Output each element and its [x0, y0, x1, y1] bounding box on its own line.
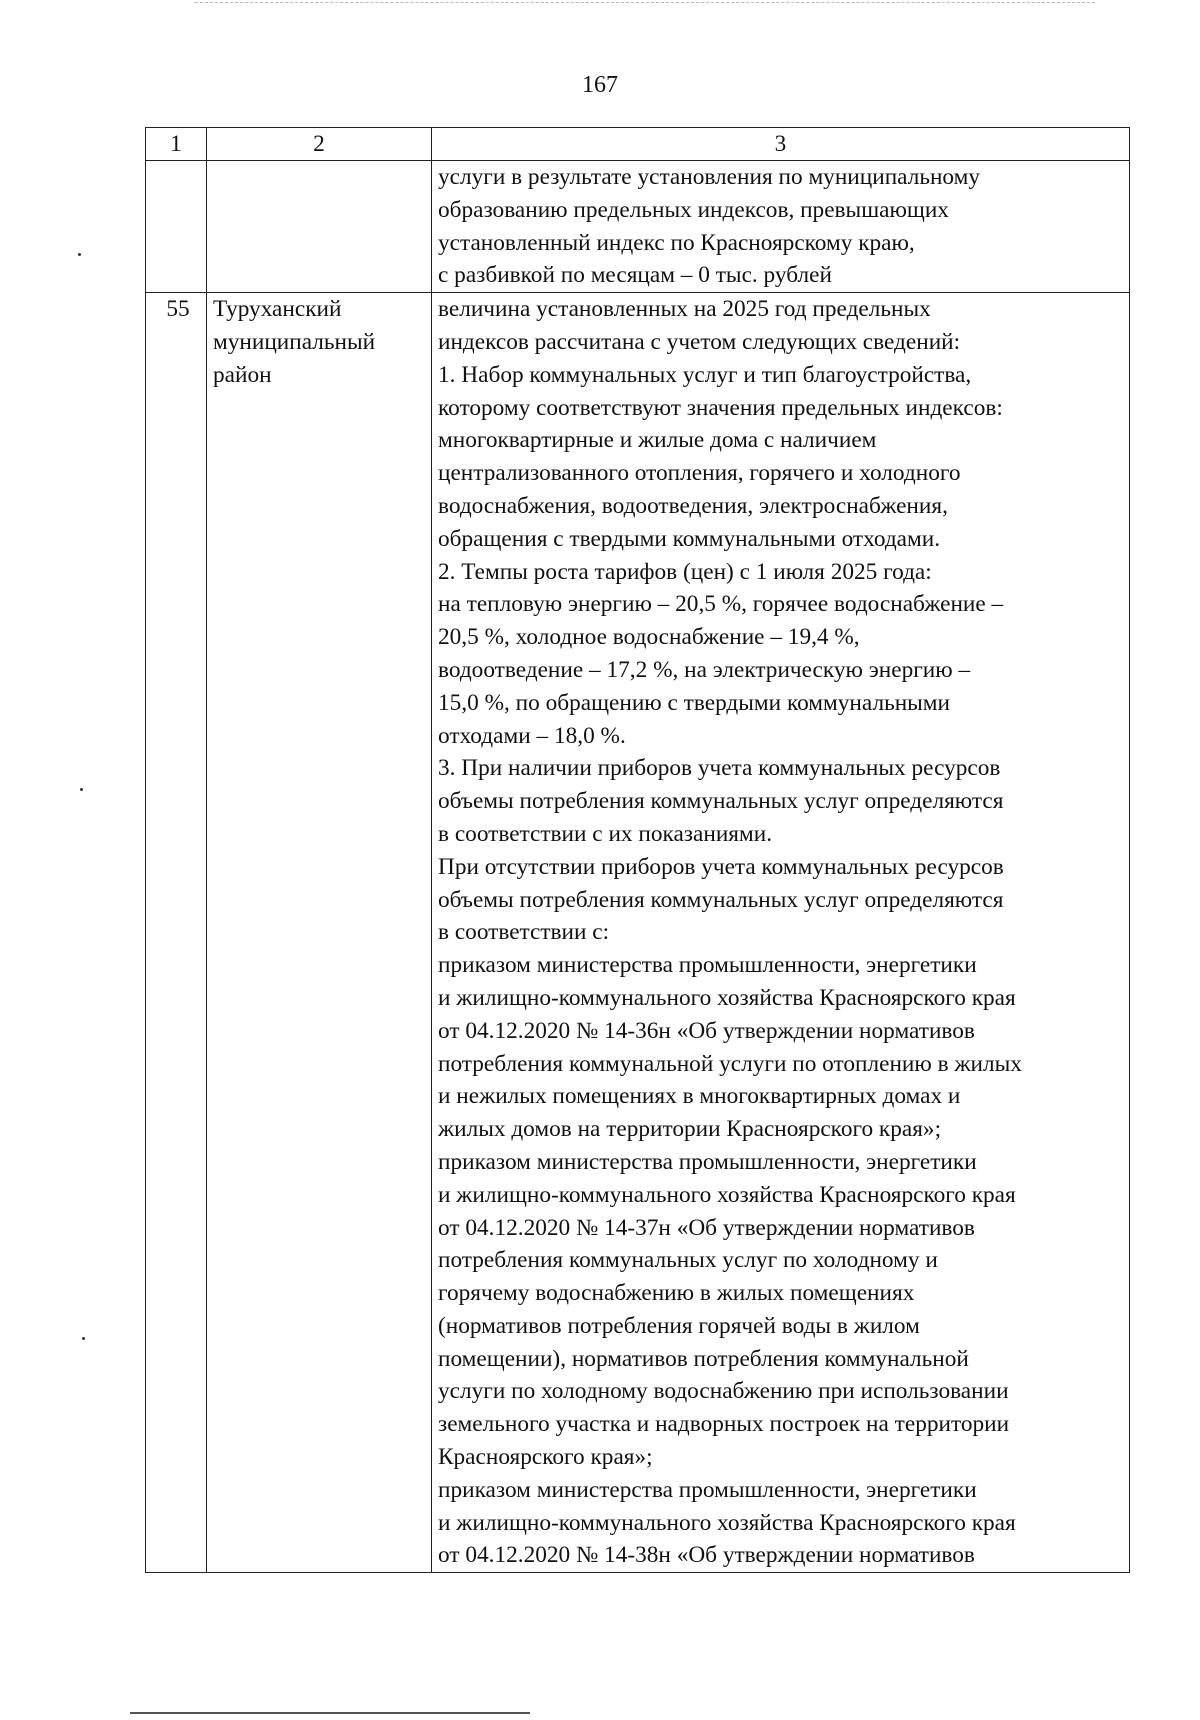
text-line: установленный индекс по Красноярскому краю, [438, 229, 915, 256]
district-name-cell [207, 293, 432, 1573]
text-line: 20,5 %, холодное водоснабжение – 19,4 %, [438, 624, 860, 651]
description-cell [432, 293, 1130, 1573]
text-line: водоотведение – 17,2 %, на электрическую энергию – [438, 656, 971, 683]
text-line: и нежилых помещениях в многоквартирных домах и [438, 1083, 961, 1110]
text-line: в соответствии с их показаниями. [438, 820, 773, 847]
row-number-cell: 55 [146, 293, 207, 1573]
district-name-line: Туруханский [213, 296, 342, 323]
scan-edge-top [195, 2, 1095, 3]
text-line: отходами – 18,0 %. [438, 722, 626, 749]
header-col-1: 1 [146, 128, 207, 161]
district-name-line: муниципальный [213, 328, 376, 355]
page-number: 167 [582, 72, 618, 98]
continuation-district-cell [207, 161, 432, 293]
text-line: обращения с твердыми коммунальными отходами. [438, 525, 941, 552]
text-line: земельного участка и надворных построек на территории [438, 1411, 1010, 1438]
text-line: образованию предельных индексов, превышающих [438, 196, 949, 223]
text-line: 15,0 %, по обращению с твердыми коммунальными [438, 689, 951, 716]
text-line: потребления коммунальной услуги по отоплению в жилых [438, 1050, 1022, 1077]
text-line: услуги по холодному водоснабжению при использовании [438, 1378, 1009, 1405]
text-line: При отсутствии приборов учета коммунальных ресурсов [438, 853, 1004, 880]
text-line: многоквартирные и жилые дома с наличием [438, 427, 877, 454]
text-line: 2. Темпы роста тарифов (цен) с 1 июля 2025 года: [438, 558, 932, 585]
text-line: (нормативов потребления горячей воды в жилом [438, 1312, 920, 1339]
text-line: 1. Набор коммунальных услуг и тип благоустройства, [438, 361, 972, 388]
text-line: водоснабжения, водоотведения, электроснабжения, [438, 492, 948, 519]
text-line: приказом министерства промышленности, энергетики [438, 952, 977, 979]
data-table [145, 127, 1130, 1573]
text-line: объемы потребления коммунальных услуг определяются [438, 886, 1004, 913]
text-line: горячему водоснабжению в жилых помещениях [438, 1280, 915, 1307]
text-line: на тепловую энергию – 20,5 %, горячее водоснабжение – [438, 591, 1004, 618]
text-line: Красноярского края»; [438, 1444, 653, 1471]
text-line: которому соответствуют значения предельных индексов: [438, 394, 1003, 421]
text-line: жилых домов на территории Красноярского края»; [438, 1116, 942, 1143]
margin-dot [80, 788, 83, 791]
text-line: объемы потребления коммунальных услуг определяются [438, 788, 1004, 815]
text-line: приказом министерства промышленности, энергетики [438, 1476, 977, 1503]
text-line: потребления коммунальных услуг по холодному и [438, 1247, 938, 1274]
text-line: приказом министерства промышленности, энергетики [438, 1148, 977, 1175]
text-line: и жилищно-коммунального хозяйства Красноярского края [438, 984, 1016, 1011]
table-row-continuation [146, 161, 1130, 293]
table-header-row [146, 128, 1130, 161]
continuation-number-cell [146, 161, 207, 293]
text-line: централизованного отопления, горячего и холодного [438, 460, 961, 487]
text-line: и жилищно-коммунального хозяйства Красноярского края [438, 1509, 1016, 1536]
header-col-2: 2 [207, 128, 432, 161]
margin-dot [82, 1337, 85, 1340]
scan-edge-bottom [130, 1712, 530, 1714]
text-line: величина установленных на 2025 год предельных [438, 296, 931, 323]
text-line: от 04.12.2020 № 14-38н «Об утверждении нормативов [438, 1542, 975, 1569]
table-row-55 [146, 293, 1130, 1573]
text-line: с разбивкой по месяцам – 0 тыс. рублей [438, 262, 832, 289]
text-line: от 04.12.2020 № 14-36н «Об утверждении нормативов [438, 1017, 975, 1044]
text-line: 3. При наличии приборов учета коммунальных ресурсов [438, 755, 1001, 782]
text-line: и жилищно-коммунального хозяйства Красноярского края [438, 1181, 1016, 1208]
text-line: от 04.12.2020 № 14-37н «Об утверждении нормативов [438, 1214, 975, 1241]
text-line: услуги в результате установления по муниципальному [438, 164, 981, 190]
text-line: помещении), нормативов потребления коммунальной [438, 1345, 969, 1372]
text-line: индексов рассчитана с учетом следующих сведений: [438, 328, 961, 355]
continuation-description-cell [432, 161, 1130, 293]
text-line: в соответствии с: [438, 919, 610, 946]
district-name-line: район [213, 361, 272, 388]
margin-dot [78, 253, 81, 256]
header-col-3: 3 [432, 128, 1130, 161]
